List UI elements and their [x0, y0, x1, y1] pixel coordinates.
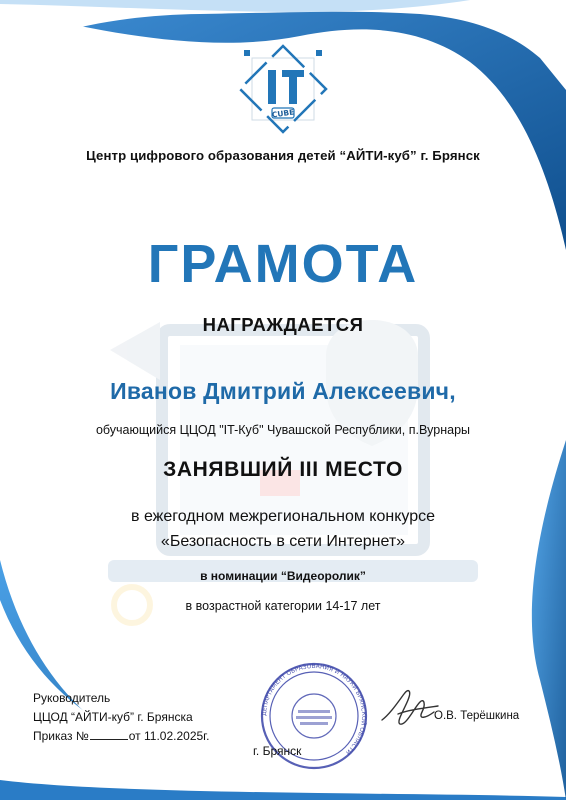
footer-role: Руководитель	[33, 691, 111, 705]
order-number-blank	[90, 728, 128, 740]
organization-name: Центр цифрового образования детей “АЙТИ-куб” г. Брянск	[86, 148, 480, 163]
contest-line-2: «Безопасность в сети Интернет»	[160, 533, 406, 550]
footer-signatory	[33, 689, 209, 746]
contest-line-1: в ежегодном межрегиональном конкурсе	[131, 508, 435, 525]
signer-name: О.В. Терёшкина	[434, 710, 520, 722]
order-date: от 11.02.2025г.	[128, 729, 210, 743]
svg-text:ДЕПАРТАМЕНТ ОБРАЗОВАНИЯ И НАУК	[261, 663, 367, 756]
city-label: г. Брянск	[253, 744, 302, 758]
certificate-title: ГРАМОТА	[147, 234, 419, 294]
awarded-label: НАГРАЖДАЕТСЯ	[202, 314, 364, 335]
footer-org: ЦЦОД “АЙТИ-куб” г. Брянска	[33, 710, 193, 724]
signature-icon	[378, 684, 442, 732]
recipient-description: обучающийся ЦЦОД "IT-Куб" Чувашской Республики, п.Вурнары	[95, 423, 471, 437]
right-wave	[532, 440, 566, 800]
footer-order	[33, 727, 209, 746]
order-prefix: Приказ №	[33, 729, 89, 743]
it-cube-logo-icon	[238, 44, 328, 134]
place-label: ЗАНЯВШИЙ III МЕСТО	[163, 458, 403, 481]
seal-text: ДЕПАРТАМЕНТ ОБРАЗОВАНИЯ И НАУКИ БРЯНСКОЙ ОБЛАСТИ	[260, 662, 368, 756]
nomination: в номинации “Видеоролик”	[200, 569, 366, 583]
svg-text:CUBE: CUBE	[271, 107, 295, 120]
recipient-name: Иванов Дмитрий Алексеевич,	[110, 378, 456, 404]
age-category: в возрастной категории 14-17 лет	[185, 599, 381, 613]
